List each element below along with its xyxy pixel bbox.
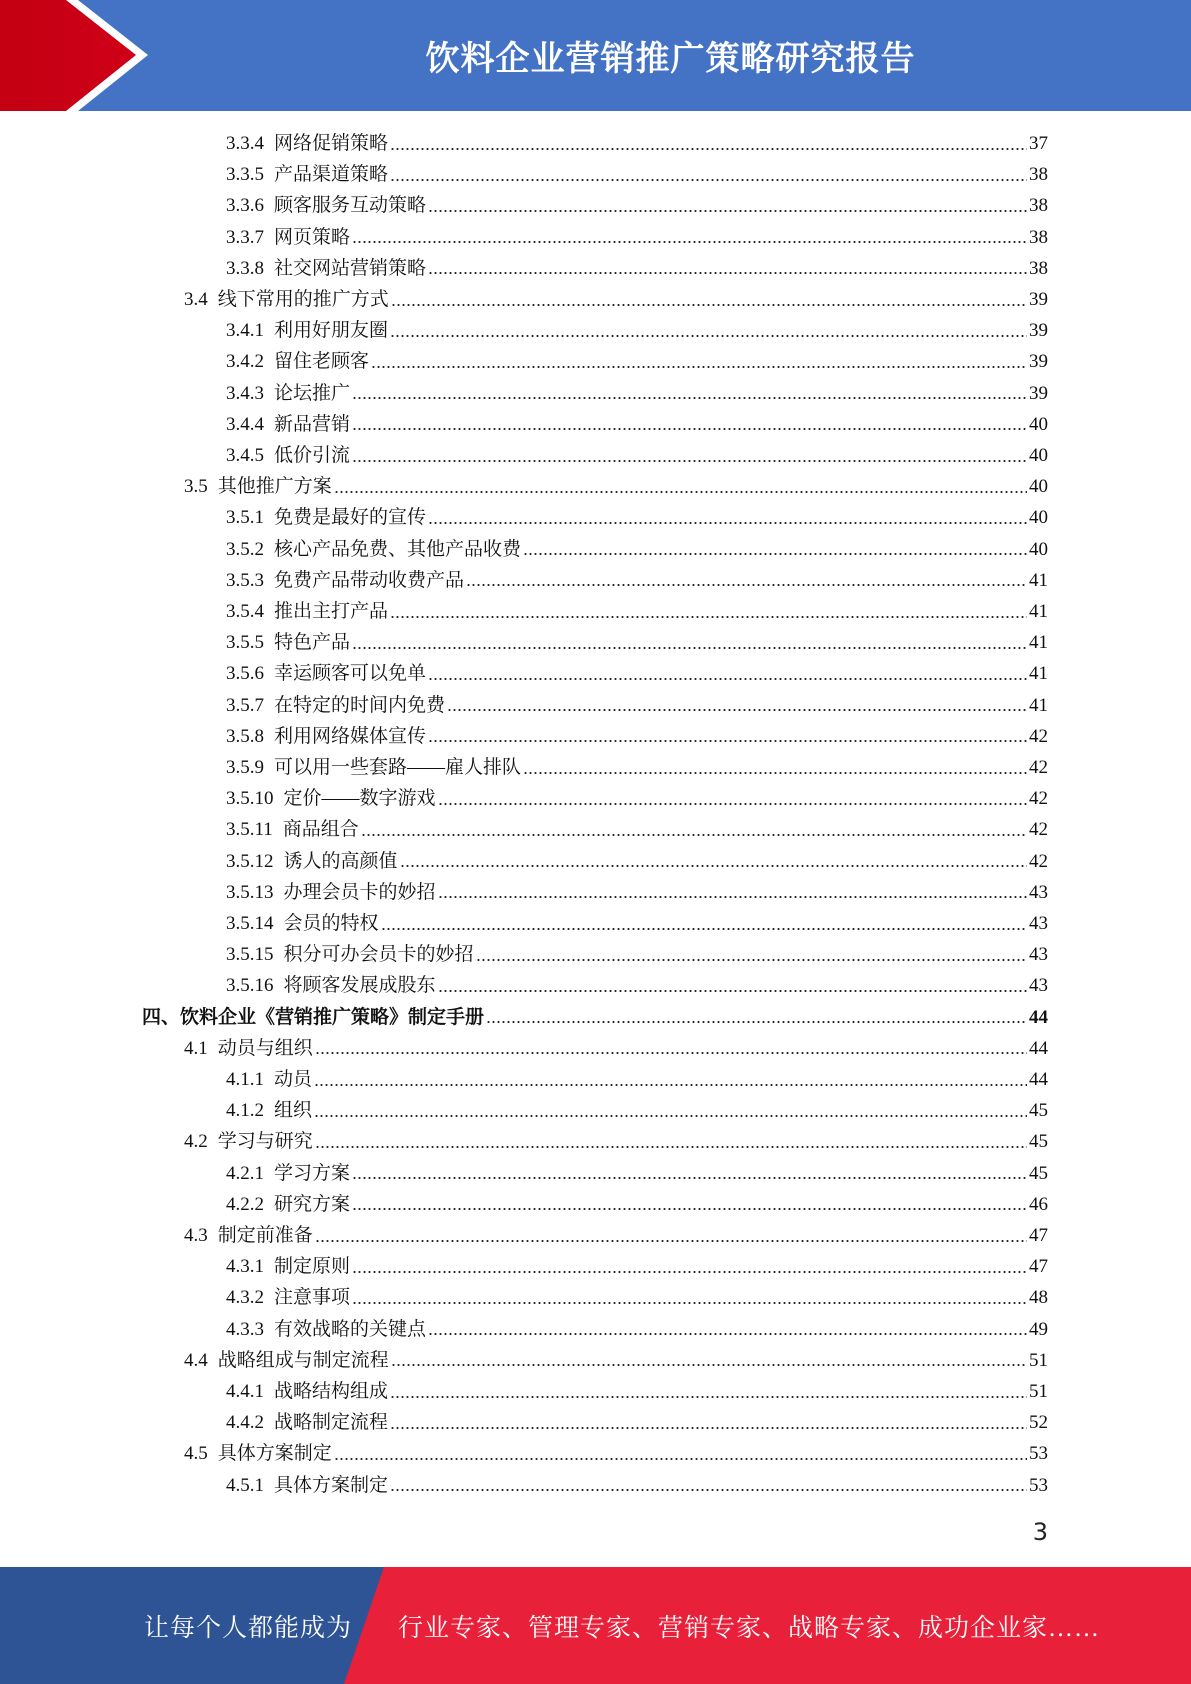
toc-entry[interactable]	[226, 690, 1048, 721]
toc-entry-title: 动员与组织	[217, 1037, 313, 1059]
toc-entry[interactable]	[184, 1220, 1048, 1251]
toc-entry-title: 其他推广方案	[217, 476, 332, 498]
toc-entry-number: 3.5.8	[226, 725, 264, 747]
toc-entry-title: 诱人的高颜值	[283, 850, 398, 872]
page-footer	[0, 1567, 1191, 1684]
toc-entry-number: 3.5.4	[226, 601, 264, 622]
toc-entry-page: 39	[1029, 382, 1048, 404]
toc-dot-leader	[334, 1458, 1027, 1460]
toc-entry-title: 论坛推广	[274, 382, 351, 404]
toc-dot-leader	[466, 584, 1027, 586]
toc-entry-page: 42	[1029, 819, 1048, 841]
toc-entry-page: 45	[1029, 1131, 1048, 1153]
toc-entry-number: 3.5.6	[226, 663, 264, 685]
toc-dot-leader	[352, 647, 1027, 649]
toc-entry-title: 学习方案	[274, 1162, 351, 1184]
toc-entry-number: 3.5.10	[226, 788, 274, 810]
toc-entry-number: 3.4.3	[226, 382, 264, 404]
toc-entry[interactable]	[226, 721, 1048, 752]
toc-entry-page: 42	[1029, 725, 1048, 747]
toc-entry-number: 3.3.4	[226, 133, 264, 154]
toc-entry-title: 具体方案制定	[274, 1474, 389, 1496]
toc-dot-leader	[476, 959, 1027, 961]
toc-entry-page: 51	[1029, 1349, 1048, 1371]
toc-entry-title: 核心产品免费、其他产品收费	[274, 538, 522, 560]
toc-entry-page: 53	[1029, 1443, 1048, 1465]
toc-dot-leader	[390, 1427, 1027, 1429]
toc-entry[interactable]	[226, 440, 1048, 471]
toc-entry[interactable]	[226, 502, 1048, 533]
toc-entry[interactable]	[226, 1251, 1048, 1282]
toc-entry-number: 4.5	[184, 1443, 208, 1465]
toc-dot-leader	[400, 865, 1027, 867]
toc-entry[interactable]	[226, 159, 1048, 190]
toc-entry-number: 4.5.1	[226, 1474, 264, 1496]
toc-dot-leader	[352, 1177, 1027, 1179]
toc-entry[interactable]	[226, 1376, 1048, 1407]
toc-entry[interactable]	[226, 658, 1048, 689]
toc-entry-title: 特色产品	[274, 632, 351, 654]
toc-entry-number: 3.5.3	[226, 569, 264, 591]
toc-entry-number: 4.1.1	[226, 1069, 264, 1090]
toc-dot-leader	[391, 1364, 1027, 1366]
toc-entry-number: 3.3.5	[226, 164, 264, 186]
toc-entry[interactable]	[226, 1158, 1048, 1189]
toc-entry-title: 可以用一些套路——雇人排队	[274, 757, 522, 778]
toc-entry-title: 动员	[274, 1069, 313, 1090]
toc-entry-page: 39	[1029, 289, 1048, 310]
toc-entry-page: 44	[1029, 1037, 1048, 1059]
toc-dot-leader	[390, 1396, 1027, 1398]
toc-entry-number: 3.5.1	[226, 507, 264, 529]
toc-entry[interactable]	[226, 222, 1048, 253]
toc-dot-leader	[390, 148, 1027, 150]
toc-entry[interactable]	[226, 190, 1048, 221]
toc-entry-title: 利用网络媒体宣传	[274, 725, 427, 747]
toc-entry-page: 41	[1029, 569, 1048, 591]
toc-entry-page: 53	[1029, 1474, 1048, 1496]
toc-dot-leader	[390, 1489, 1027, 1491]
toc-entry-title: 推出主打产品	[274, 601, 389, 622]
toc-entry-title: 研究方案	[274, 1193, 351, 1215]
toc-entry-title: 组织	[274, 1100, 313, 1122]
toc-entry-title: 幸运顾客可以免单	[274, 663, 427, 685]
toc-entry-title: 社交网站营销策略	[274, 257, 427, 279]
toc-dot-leader	[315, 1052, 1027, 1054]
toc-entry-page: 39	[1029, 320, 1048, 342]
toc-entry-title: 免费是最好的宣传	[274, 507, 427, 529]
toc-entry-page: 51	[1029, 1381, 1048, 1402]
page-number: 3	[1032, 1518, 1048, 1546]
toc-entry-title: 新品营销	[274, 413, 351, 435]
toc-entry-title: 定价——数字游戏	[283, 788, 436, 810]
toc-entry-title: 在特定的时间内免费	[274, 694, 446, 716]
toc-entry-page: 43	[1029, 881, 1048, 903]
toc-entry[interactable]	[226, 783, 1048, 814]
toc-entry[interactable]	[184, 1126, 1048, 1157]
toc-entry-page: 40	[1029, 445, 1048, 466]
toc-entry-title: 制定原则	[274, 1256, 351, 1278]
toc-entry-title: 有效战略的关键点	[274, 1318, 427, 1340]
toc-dot-leader	[352, 241, 1027, 243]
toc-entry-title: 线下常用的推广方式	[217, 289, 389, 310]
toc-entry-page: 43	[1029, 975, 1048, 997]
toc-entry[interactable]	[184, 284, 1048, 315]
toc-entry-page: 46	[1029, 1193, 1048, 1215]
toc-entry-page: 38	[1029, 257, 1048, 279]
toc-dot-leader	[352, 428, 1027, 430]
toc-dot-leader	[390, 616, 1027, 618]
toc-dot-leader	[352, 460, 1027, 462]
toc-dot-leader	[361, 834, 1027, 836]
toc-entry-page: 49	[1029, 1318, 1048, 1340]
toc-dot-leader	[334, 491, 1027, 493]
toc-entry-title: 网络促销策略	[274, 133, 389, 154]
toc-entry[interactable]	[226, 378, 1048, 409]
toc-entry-number: 3.3.8	[226, 257, 264, 279]
toc-entry-number: 4.4	[184, 1349, 208, 1371]
toc-entry[interactable]	[226, 1189, 1048, 1220]
toc-entry-title: 四、饮料企业《营销推广策略》制定手册	[142, 1006, 485, 1028]
toc-dot-leader	[391, 304, 1027, 306]
toc-entry-page: 38	[1029, 164, 1048, 186]
toc-dot-leader	[428, 678, 1027, 680]
toc-entry[interactable]	[226, 1282, 1048, 1313]
toc-entry-page: 45	[1029, 1100, 1048, 1122]
toc-entry-page: 40	[1029, 413, 1048, 435]
toc-entry-number: 4.2	[184, 1131, 208, 1153]
toc-entry-title: 利用好朋友圈	[274, 320, 389, 342]
toc-entry-number: 4.2.1	[226, 1162, 264, 1184]
toc-dot-leader	[381, 928, 1027, 930]
toc-entry-page: 52	[1029, 1412, 1048, 1434]
toc-entry-number: 3.5.11	[226, 819, 273, 841]
toc-entry-page: 47	[1029, 1256, 1048, 1278]
toc-entry-title: 免费产品带动收费产品	[274, 569, 465, 591]
toc-entry-page: 41	[1029, 601, 1048, 622]
toc-entry-title: 留住老顾客	[274, 351, 370, 373]
toc-entry-title: 战略制定流程	[274, 1412, 389, 1434]
toc-entry-title: 战略组成与制定流程	[217, 1349, 389, 1371]
toc-entry[interactable]	[184, 1345, 1048, 1376]
toc-entry[interactable]	[226, 627, 1048, 658]
toc-dot-leader	[315, 1146, 1027, 1148]
toc-entry-page: 41	[1029, 632, 1048, 654]
toc-entry-title: 战略结构组成	[274, 1381, 389, 1402]
toc-entry[interactable]	[184, 1033, 1048, 1064]
toc-entry-title: 低价引流	[274, 445, 351, 466]
toc-dot-leader	[352, 1302, 1027, 1304]
toc-entry[interactable]	[226, 1095, 1048, 1126]
toc-entry-number: 4.2.2	[226, 1193, 264, 1215]
toc-entry-number: 4.3.1	[226, 1256, 264, 1278]
toc-entry[interactable]	[226, 877, 1048, 908]
toc-entry-number: 3.5	[184, 476, 208, 498]
toc-entry-number: 3.5.7	[226, 694, 264, 716]
toc-entry-page: 38	[1029, 226, 1048, 248]
toc-entry[interactable]	[142, 1002, 1048, 1033]
toc-dot-leader	[428, 1333, 1027, 1335]
toc-entry[interactable]	[226, 814, 1048, 845]
toc-entry-page: 41	[1029, 694, 1048, 716]
toc-entry-number: 3.4.1	[226, 320, 264, 342]
toc-entry[interactable]	[226, 1314, 1048, 1345]
toc-entry-page: 43	[1029, 944, 1048, 966]
toc-entry-page: 40	[1029, 476, 1048, 498]
toc-entry-title: 顾客服务互动策略	[274, 195, 427, 217]
header-red-arrow	[0, 0, 150, 111]
toc-entry-page: 47	[1029, 1225, 1048, 1246]
toc-dot-leader	[428, 522, 1027, 524]
toc-entry-title: 商品组合	[282, 819, 359, 841]
toc-entry-title: 具体方案制定	[217, 1443, 332, 1465]
toc-dot-leader	[390, 335, 1027, 337]
page-header	[0, 0, 1191, 111]
toc-entry-number: 3.3.6	[226, 195, 264, 217]
toc-entry-title: 将顾客发展成股东	[283, 975, 436, 997]
toc-entry-number: 3.4.5	[226, 445, 264, 466]
toc-entry[interactable]	[226, 1064, 1048, 1095]
toc-entry-number: 3.5.14	[226, 913, 274, 934]
toc-dot-leader	[523, 772, 1027, 774]
toc-entry-title: 积分可办会员卡的妙招	[283, 944, 474, 966]
toc-entry-number: 4.1.2	[226, 1100, 264, 1122]
toc-entry-page: 40	[1029, 507, 1048, 529]
toc-entry-number: 4.4.2	[226, 1412, 264, 1434]
toc-entry[interactable]	[226, 346, 1048, 377]
toc-entry[interactable]	[226, 253, 1048, 284]
toc-entry-page: 44	[1029, 1069, 1048, 1090]
toc-dot-leader	[390, 179, 1027, 181]
footer-slogan-right: 行业专家、管理专家、营销专家、战略专家、成功企业家……	[398, 1614, 1101, 1642]
toc-dot-leader	[428, 210, 1027, 212]
toc-entry-page: 39	[1029, 351, 1048, 373]
toc-entry-title: 产品渠道策略	[274, 164, 389, 186]
toc-entry-number: 4.4.1	[226, 1381, 264, 1402]
toc-entry-page: 38	[1029, 195, 1048, 217]
toc-dot-leader	[447, 709, 1027, 711]
toc-entry-page: 42	[1029, 757, 1048, 778]
toc-entry-number: 3.5.16	[226, 975, 274, 997]
toc-entry-page: 41	[1029, 663, 1048, 685]
toc-entry[interactable]	[184, 471, 1048, 502]
toc-entry[interactable]	[226, 128, 1048, 159]
toc-entry-page: 42	[1029, 788, 1048, 810]
toc-entry[interactable]	[226, 939, 1048, 970]
toc-entry-page: 42	[1029, 850, 1048, 872]
toc-dot-leader	[371, 366, 1027, 368]
toc-entry-page: 44	[1029, 1006, 1048, 1028]
toc-entry-page: 37	[1029, 133, 1048, 154]
toc-dot-leader	[428, 272, 1027, 274]
toc-dot-leader	[438, 990, 1027, 992]
toc-entry[interactable]	[226, 534, 1048, 565]
toc-entry-page: 40	[1029, 538, 1048, 560]
footer-slogan-left: 让每个人都能成为	[144, 1614, 353, 1642]
toc-entry-number: 4.1	[184, 1037, 208, 1059]
toc-entry-title: 学习与研究	[217, 1131, 313, 1153]
toc-entry-title: 会员的特权	[283, 913, 379, 934]
toc-entry-number: 4.3	[184, 1225, 208, 1246]
toc-dot-leader	[352, 1208, 1027, 1210]
toc-entry[interactable]	[226, 846, 1048, 877]
toc-entry-number: 3.3.7	[226, 226, 264, 248]
toc-entry-number: 3.4.4	[226, 413, 264, 435]
toc-entry-title: 网页策略	[274, 226, 351, 248]
toc-entry-number: 3.4	[184, 289, 208, 310]
toc-entry[interactable]	[226, 970, 1048, 1001]
toc-entry-number: 4.3.2	[226, 1287, 264, 1309]
toc-dot-leader	[438, 896, 1027, 898]
toc-entry-number: 3.4.2	[226, 351, 264, 373]
toc-entry-number: 3.5.9	[226, 757, 264, 778]
toc-dot-leader	[315, 1240, 1027, 1242]
toc-entry-number: 3.5.12	[226, 850, 274, 872]
toc-entry[interactable]	[226, 1407, 1048, 1438]
toc-entry-number: 3.5.2	[226, 538, 264, 560]
document-title: 饮料企业营销推广策略研究报告	[425, 39, 916, 79]
toc-dot-leader	[314, 1084, 1027, 1086]
toc-entry-page: 45	[1029, 1162, 1048, 1184]
toc-entry-number: 3.5.15	[226, 944, 274, 966]
toc-entry[interactable]	[226, 1470, 1048, 1501]
toc-entry[interactable]	[226, 908, 1048, 939]
toc-entry[interactable]	[226, 596, 1048, 627]
toc-entry-page: 48	[1029, 1287, 1048, 1309]
toc-entry-title: 注意事项	[274, 1287, 351, 1309]
toc-entry-page: 43	[1029, 913, 1048, 934]
toc-entry[interactable]	[226, 409, 1048, 440]
toc-entry-title: 办理会员卡的妙招	[283, 881, 436, 903]
toc-entry[interactable]	[226, 752, 1048, 783]
toc-dot-leader	[352, 397, 1027, 399]
toc-dot-leader	[352, 1271, 1027, 1273]
toc-entry[interactable]	[226, 565, 1048, 596]
toc-entry-title: 制定前准备	[217, 1225, 313, 1246]
toc-entry-number: 3.5.5	[226, 632, 264, 654]
toc-dot-leader	[314, 1115, 1027, 1117]
toc-entry[interactable]	[184, 1438, 1048, 1469]
toc-entry-number: 3.5.13	[226, 881, 274, 903]
toc-dot-leader	[523, 553, 1027, 555]
toc-entry-number: 4.3.3	[226, 1318, 264, 1340]
toc-dot-leader	[486, 1021, 1027, 1023]
toc-dot-leader	[438, 803, 1027, 805]
toc-entry[interactable]	[226, 315, 1048, 346]
toc-dot-leader	[428, 740, 1027, 742]
